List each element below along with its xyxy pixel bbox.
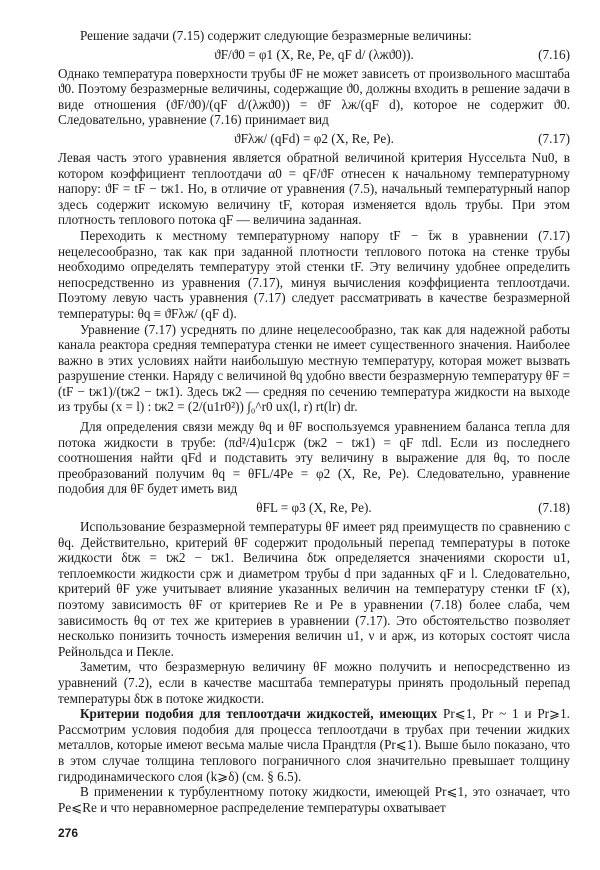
equation-7-16-body: ϑF/ϑ0 = φ1 (X, Re, Pe, qF d/ (λжϑ0)). [214,46,414,62]
paragraph-9 [58,706,570,784]
paragraph-10: В применении к турбулентному потоку жидкости, имеющей Pr⩽1, это означает, что Pe⩽Re и что неравномерное распределение температуры охватывает [58,784,570,815]
equation-7-17 [58,128,570,150]
page-body [58,28,570,815]
paragraph-1: Решение задачи (7.15) содержит следующие безразмерные величины: [80,28,472,43]
section-heading: Критерии подобия для теплоотдачи жидкостей, имеющих [80,706,438,722]
page-number: 276 [58,826,79,840]
paragraph-5: Уравнение (7.17) усреднять по длине нецелесообразно, так как для надежной работы канала реактора средняя температура стенки не имеет существенного значения. Наиболее важно в этих условиях найти наибольшую местную температуру, которая может вызвать разрушение стенки. Наряду с величиной θq удобно ввести безразмерную температуру θF = (tF − tж1)/(tж2 − tж1). Здесь tж2 — средняя по сечению температура жидкости на выходе из трубы (x = l) : tж2 = (2/(u1r0²)) ∫₀^r0 ux(l, r) rt(lr) dr. [58,321,570,415]
equation-7-17-number: (7.17) [538,130,570,146]
paragraph-9-text: Pr⩽1, Pr ~ 1 и Pr⩾1. Рассмотрим условия подобия для процесса теплоотдачи в трубах при течении жидких металлов, которые имеют весьма малые числа Прандтля (Pr⩽1). Выше было показано, что в этом случае толщина теплового пограничного слоя значительно превышает толщину гидродинамического слоя (k⩾δ) (см. § 6.5). [58,706,570,784]
equation-7-18 [58,497,570,519]
paragraph-6: Для определения связи между θq и θF воспользуемся уравнением баланса тепла для потока жидкости в трубе: (πd²/4)u1cpж (tж2 − tж1) = qF πdl. Если из последнего соотношения найти qFd и подставить эту величину в выражение для θq, то после преобразований получим θq = θFL/4Pe = φ2 (X, Re, Pe). Следовательно, уравнение подобия для θF будет иметь вид [58,419,570,497]
paragraph-2: Однако температура поверхности трубы ϑF не может зависеть от произвольного масштаба ϑ0. Поэтому безразмерные величины, содержащие ϑ0, должны входить в решение задачи в виде отношения (ϑF/ϑ0)/(qF d/(λжϑ0)) = ϑF λж/(qF d), которое не содержит ϑ0. Следовательно, уравнение (7.16) принимает вид [58,65,570,128]
paragraph-4: Переходить к местному температурному напору tF − t̄ж в уравнении (7.17) нецелесообразно, так как при заданной плотности теплового потока на стенке трубы необходимо определять температуру этой стенки tF. Эту величину удобнее определить непосредственно из уравнения (7.17), минуя вычисления коэффициента теплоотдачи. Поэтому левую часть уравнения (7.17) следует рассматривать в качестве безразмерной температуры: θq ≡ ϑFλж/ (qF d). [58,227,570,321]
equation-7-17-body: ϑFλж/ (qFd) = φ2 (X, Re, Pe). [234,130,394,146]
paragraph-8: Заметим, что безразмерную величину θF можно получить и непосредственно из уравнений (7.2), если в качестве масштаба температуры принять продольный перепад температуры δtж в потоке жидкости. [58,659,570,706]
paragraph-7: Использование безразмерной температуры θF имеет ряд преимуществ по сравнению с θq. Действительно, критерий θF содержит продольный перепад температуры в потоке жидкости δtж = tж2 − tж1. Величина δtж определяется значениями скорости u1, теплоемкости жидкости cpж и диаметром трубы d при заданных qF и l. Следовательно, критерий θF уже учитывает влияние указанных величин на температуру стенки tF (x), поэтому зависимость θF от критериев Re и Pe в уравнении (7.18) более слаба, чем зависимость θq от тех же критериев в уравнении (7.17). Это обстоятельство позволяет несколько понизить точность измерения величин u1, ν и aрж, из которых состоят числа Рейнольдса и Пекле. [58,519,570,659]
equation-7-16 [58,44,570,66]
equation-7-18-body: θFL = φ3 (X, Re, Pe). [256,500,372,516]
equation-7-16-number: (7.16) [538,46,570,62]
paragraph-3: Левая часть этого уравнения является обратной величиной критерия Нуссельта Nu0, в котором коэффициент теплоотдачи α0 = qF/ϑF отнесен к начальному температурному напору: ϑF = tF − tж1. Но, в отличие от уравнения (7.5), начальный температурный напор здесь содержит искомую величину tF, которая изменяется вдоль трубы. При этом плотность теплового потока qF — величина заданная. [58,149,570,228]
equation-7-18-number: (7.18) [538,500,570,516]
